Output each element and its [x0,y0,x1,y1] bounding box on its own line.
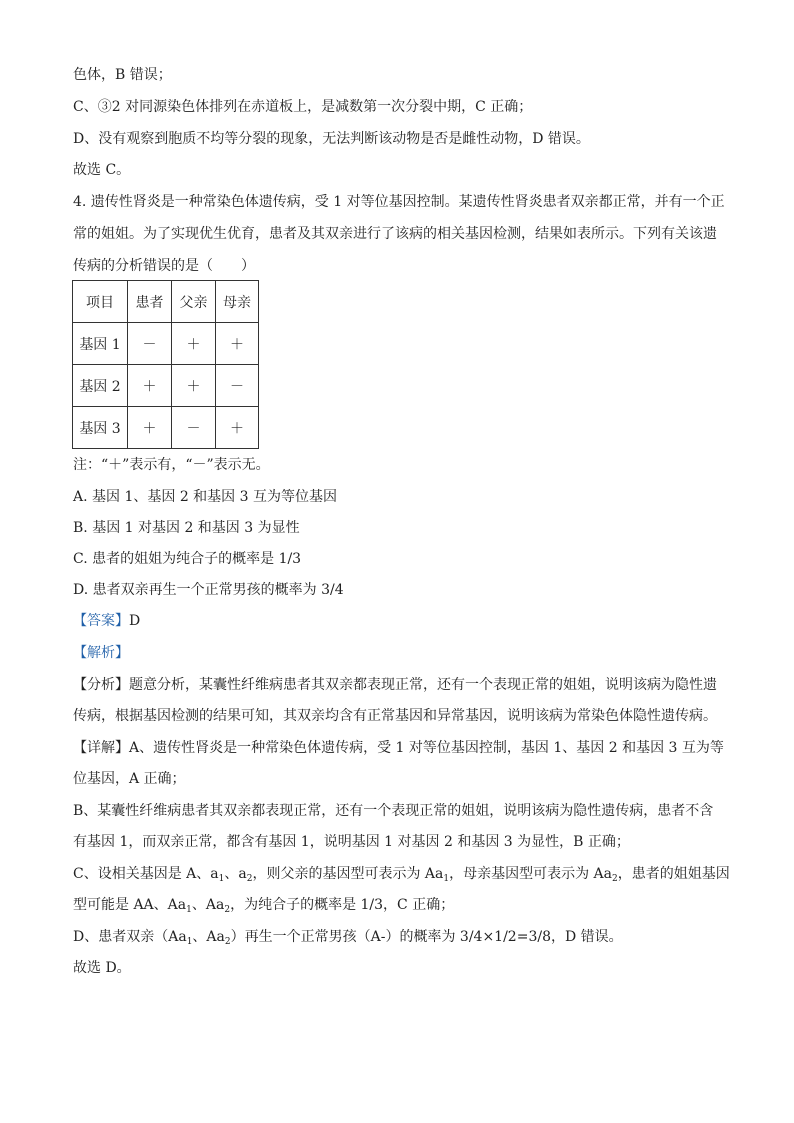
xiangjie-tag: 【详解】 [73,740,129,756]
table-header-cell: 项目 [73,281,128,323]
fenxi-text: 题意分析，某囊性纤维病患者其双亲都表现正常，还有一个表现正常的姐姐，说明该病为隐性遗 [129,677,717,693]
table-cell: ＋ [128,407,172,449]
fenxi-line [73,675,717,695]
text-span: ，则父亲的基因型可表示为 Aa [252,866,444,882]
analysis-tag: 【解析】 [73,645,129,661]
table-cell: － [128,323,172,365]
conclusion-line: 故选 D。 [73,960,131,976]
table-header-cell: 父亲 [172,281,216,323]
table-cell: 基因 1 [73,323,128,365]
subscript: 2 [224,905,231,915]
table-cell: ＋ [216,323,259,365]
table-cell: ＋ [128,365,172,407]
text-line: 色体，B 错误； [73,67,172,83]
text-line: 故选 C。 [73,162,131,178]
question-stem: 传病的分析错误的是（ ） [73,258,255,274]
table-cell: ＋ [172,365,216,407]
xiangjie-line: 位基因，A 正确； [73,771,186,787]
question-stem: 4. 遗传性肾炎是一种常染色体遗传病，受 1 对等位基因控制。某遗传性肾炎患者双亲都正常，并有一个正 [73,194,725,210]
explanation-line [73,927,623,947]
option-c: C. 患者的姐姐为纯合子的概率是 1/3 [73,551,302,567]
subscript: 1 [186,937,193,947]
text-span: ，为纯合子的概率是 1/3，C 正确； [230,897,455,913]
text-span: 、Aa [192,929,225,945]
explanation-line [73,864,730,884]
fenxi-tag: 【分析】 [73,677,129,693]
explanation-line: 有基因 1，而双亲正常，都含有基因 1，说明基因 1 对基因 2 和基因 3 为显性，B 正确； [73,834,630,850]
xiangjie-text: A、遗传性肾炎是一种常染色体遗传病，受 1 对等位基因控制，基因 1、基因 2 和基因 3 互为等 [129,740,724,756]
table-note: 注：“＋”表示有，“－”表示无。 [73,457,270,473]
table-row [73,323,259,365]
table-row [73,365,259,407]
answer-value: D [129,613,141,629]
table-cell: 基因 2 [73,365,128,407]
text-span: ，患者的姐姐基因 [617,866,730,882]
table-row [73,407,259,449]
table-cell: 基因 3 [73,407,128,449]
subscript: 1 [218,874,225,884]
analysis-heading [73,643,129,663]
text-span: 型可能是 AA、Aa [73,897,187,913]
answer-line [73,611,140,631]
text-span: C、设相关基因是 A、a [73,866,219,882]
text-line: D、没有观察到胞质不均等分裂的现象，无法判断该动物是否是雌性动物，D 错误。 [73,131,590,147]
text-span: D、患者双亲（Aa [73,929,187,945]
table-header-cell: 患者 [128,281,172,323]
table-cell: ＋ [216,407,259,449]
explanation-line [73,895,454,915]
text-span: ）再生一个正常男孩（A-）的概率为 3/4×1/2=3/8，D 错误。 [230,929,623,945]
xiangjie-line [73,738,724,758]
explanation-line: B、某囊性纤维病患者其双亲都表现正常，还有一个表现正常的姐姐，说明该病为隐性遗传病，患者不含 [73,803,714,819]
subscript: 2 [224,937,231,947]
table-cell: － [216,365,259,407]
fenxi-line: 传病，根据基因检测的结果可知，其双亲均含有正常基因和异常基因，说明该病为常染色体隐性遗传病。 [73,708,717,724]
subscript: 1 [443,874,450,884]
option-a: A. 基因 1、基因 2 和基因 3 互为等位基因 [73,489,337,505]
table-cell: － [172,407,216,449]
answer-tag: 【答案】 [73,613,129,629]
subscript: 2 [246,874,253,884]
table-header-row [73,281,259,323]
table-header-cell: 母亲 [216,281,259,323]
text-span: ，母亲基因型可表示为 Aa [449,866,613,882]
option-d: D. 患者双亲再生一个正常男孩的概率为 3/4 [73,582,344,598]
question-stem: 常的姐姐。为了实现优生优育，患者及其双亲进行了该病的相关基因检测，结果如表所示。下列有关该遗 [73,226,717,242]
text-span: 、a [224,866,247,882]
text-line: C、③2 对同源染色体排列在赤道板上，是减数第一次分裂中期，C 正确； [73,99,533,115]
option-b: B. 基因 1 对基因 2 和基因 3 为显性 [73,520,300,536]
gene-test-table [72,280,259,449]
table-cell: ＋ [172,323,216,365]
subscript: 1 [186,905,192,915]
text-span: 、Aa [191,897,225,913]
subscript: 2 [612,874,618,884]
